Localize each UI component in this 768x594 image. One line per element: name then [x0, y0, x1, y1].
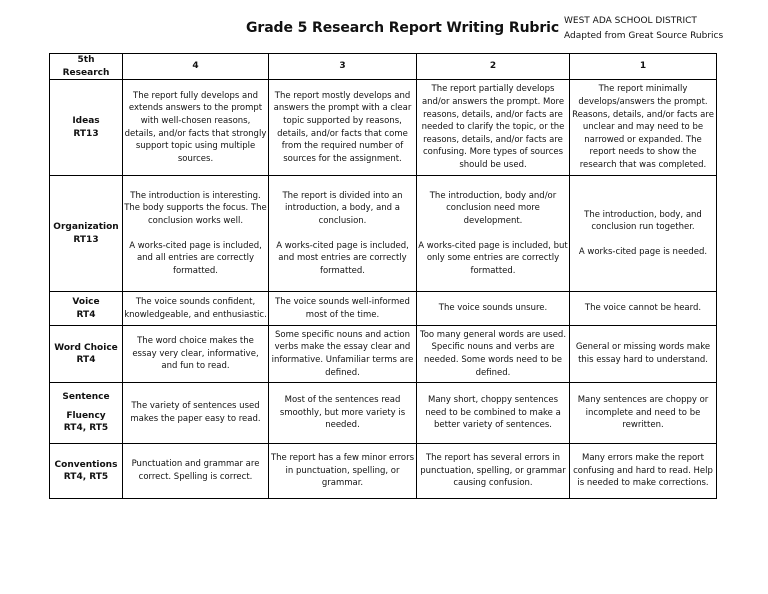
cell-organization-2: The introduction, body and/or conclusion need more development. A works-cited page is included, but only some entries are correctly formatted. — [417, 176, 570, 292]
cell-sentence-fluency-2: Many short, choppy sentences need to be combined to make a better variety of sentences. — [417, 383, 570, 444]
cell-ideas-4: The report fully develops and extends answers to the prompt with well-chosen reasons, details, and/or facts that strongly support topic using multiple sources. — [123, 80, 269, 176]
page-title: Grade 5 Research Report Writing Rubric — [246, 20, 560, 36]
header-row — [50, 54, 717, 80]
cell-organization-3: The report is divided into an introduction, a body, and a conclusion. A works-cited page is included, and most entries are correctly formatted. — [269, 176, 417, 292]
cell-word-choice-2: Too many general words are used. Specific nouns and verbs are needed. Some words need to be defined. — [417, 326, 570, 383]
corner-cell: 5th Research — [50, 54, 123, 80]
column-header-3: 3 — [269, 54, 417, 80]
cell-sentence-fluency-3: Most of the sentences read smoothly, but more variety is needed. — [269, 383, 417, 444]
cell-sentence-fluency-1: Many sentences are choppy or incomplete and need to be rewritten. — [570, 383, 717, 444]
row-header-voice: Voice RT4 — [50, 292, 123, 326]
cell-sentence-fluency-4: The variety of sentences used makes the paper easy to read. — [123, 383, 269, 444]
row-header-conventions: Conventions RT4, RT5 — [50, 444, 123, 499]
cell-ideas-3: The report mostly develops and answers the prompt with a clear topic supported by reasons, details, and/or facts that come from the required number of sources for the assignment. — [269, 80, 417, 176]
column-header-2: 2 — [417, 54, 570, 80]
cell-voice-1: The voice cannot be heard. — [570, 292, 717, 326]
cell-word-choice-1: General or missing words make this essay hard to understand. — [570, 326, 717, 383]
cell-conventions-1: Many errors make the report confusing and hard to read. Help is needed to make corrections. — [570, 444, 717, 499]
district-header — [564, 14, 723, 44]
cell-voice-3: The voice sounds well-informed most of the time. — [269, 292, 417, 326]
row-header-word-choice: Word Choice RT4 — [50, 326, 123, 383]
cell-organization-4: The introduction is interesting. The body supports the focus. The conclusion works well. A works-cited page is included, and all entries are correctly formatted. — [123, 176, 269, 292]
cell-conventions-4: Punctuation and grammar are correct. Spelling is correct. — [123, 444, 269, 499]
district-name: WEST ADA SCHOOL DISTRICT — [564, 16, 697, 26]
cell-word-choice-3: Some specific nouns and action verbs make the essay clear and informative. Unfamiliar terms are defined. — [269, 326, 417, 383]
table-row-sentence-fluency — [50, 383, 717, 444]
rubric-table — [49, 53, 717, 499]
column-header-1: 1 — [570, 54, 717, 80]
row-header-ideas: Ideas RT13 — [50, 80, 123, 176]
cell-ideas-2: The report partially develops and/or answers the prompt. More reasons, details, and/or facts are needed to clarify the topic, or the reasons, details, and/or facts are confusing. More types of sources should be used. — [417, 80, 570, 176]
row-header-sentence-fluency: Sentence Fluency RT4, RT5 — [50, 383, 123, 444]
table-row-word-choice — [50, 326, 717, 383]
cell-organization-1: The introduction, body, and conclusion run together. A works-cited page is needed. — [570, 176, 717, 292]
table-row-ideas — [50, 80, 717, 176]
district-source: Adapted from Great Source Rubrics — [564, 31, 724, 41]
table-row-conventions — [50, 444, 717, 499]
cell-conventions-3: The report has a few minor errors in punctuation, spelling, or grammar. — [269, 444, 417, 499]
cell-ideas-1: The report minimally develops/answers the prompt. Reasons, details, and/or facts are unclear and may need to be narrowed or expanded. The report needs to show the research that was completed. — [570, 80, 717, 176]
cell-word-choice-4: The word choice makes the essay very clear, informative, and fun to read. — [123, 326, 269, 383]
cell-conventions-2: The report has several errors in punctuation, spelling, or grammar causing confusion. — [417, 444, 570, 499]
cell-voice-2: The voice sounds unsure. — [417, 292, 570, 326]
cell-voice-4: The voice sounds confident, knowledgeable, and enthusiastic. — [123, 292, 269, 326]
table-row-voice — [50, 292, 717, 326]
column-header-4: 4 — [123, 54, 269, 80]
row-header-organization: Organization RT13 — [50, 176, 123, 292]
table-row-organization — [50, 176, 717, 292]
